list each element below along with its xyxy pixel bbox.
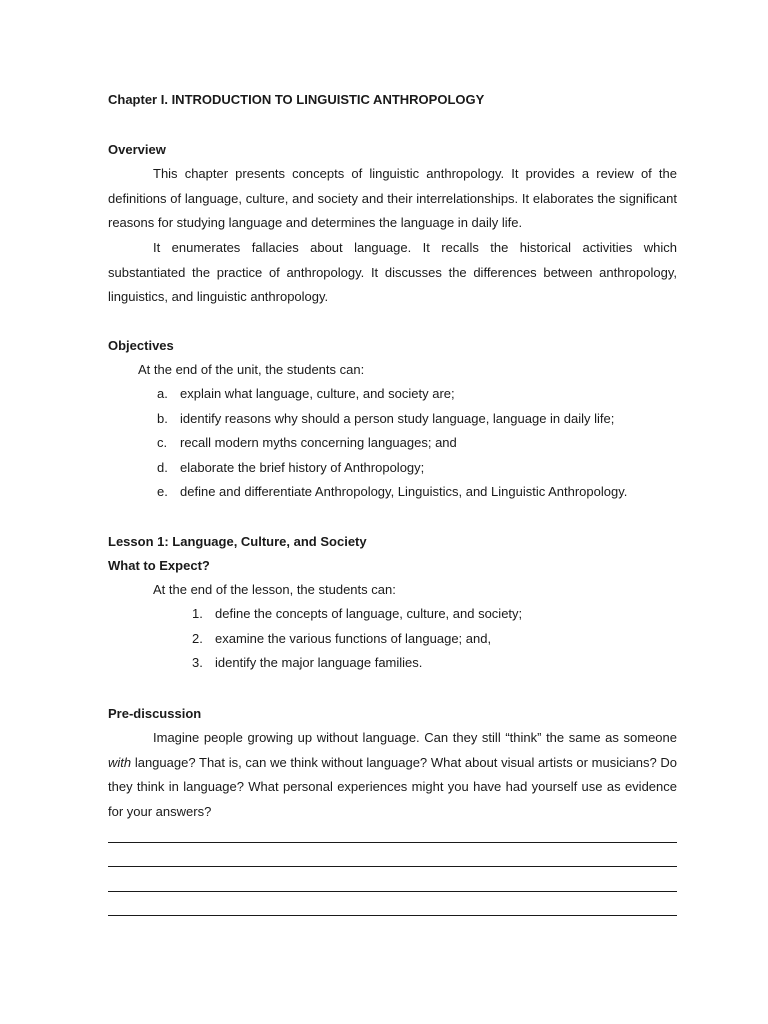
list-marker: 3. [192,655,203,670]
prediscussion-italic-word: with [108,754,132,770]
lesson-heading: Lesson 1: Language, Culture, and Society [108,534,367,549]
prediscussion-paragraph [108,726,677,824]
list-item-text: identify the major language families. [215,655,423,670]
list-item-text: elaborate the brief history of Anthropology; [180,459,425,475]
list-marker: b. [157,410,168,426]
objectives-heading: Objectives [108,338,174,353]
list-marker: 1. [192,606,203,621]
prediscussion-text-2: language? That is, can we think without language? What about visual artists or musicians? Do they think in language? What personal experiences might you have had yourself use as evidence for your answers? [108,754,677,819]
list-item-text: examine the various functions of language; and, [215,630,492,646]
objectives-intro: At the end of the unit, the students can: [138,362,365,377]
list-item-text: recall modern myths concerning languages; and [180,435,457,450]
list-item-text: define and differentiate Anthropology, Linguistics, and Linguistic Anthropology. [180,484,628,499]
list-marker: c. [157,435,168,450]
answer-line-4[interactable] [108,915,677,916]
list-item-text: define the concepts of language, culture, and society; [215,606,523,621]
answer-line-3[interactable] [108,891,677,892]
chapter-title: Chapter I. INTRODUCTION TO LINGUISTIC ANTHROPOLOGY [108,92,485,107]
list-marker: a. [157,386,168,401]
list-item-text: identify reasons why should a person study language, language in daily life; [180,410,615,426]
list-marker: 2. [192,630,203,646]
answer-line-2[interactable] [108,866,677,867]
lesson-subheading: What to Expect? [108,558,210,573]
prediscussion-heading: Pre-discussion [108,706,202,721]
answer-line-1[interactable] [108,842,677,843]
overview-paragraph-1: This chapter presents concepts of linguistic anthropology. It provides a review of the definitions of language, culture, and society and their interrelationships. It elaborates the significant reasons for studying language and determines the language in daily life. [108,166,677,230]
overview-paragraph-2: It enumerates fallacies about language. It recalls the historical activities which substantiated the practice of anthropology. It discusses the differences between anthropology, linguistics, and linguistic anthropology. [108,240,677,304]
prediscussion-text-1: Imagine people growing up without language. Can they still “think” the same as someone [153,730,677,745]
list-marker: e. [157,484,168,499]
list-marker: d. [157,459,168,475]
lesson-intro: At the end of the lesson, the students can: [153,582,396,597]
list-item-text: explain what language, culture, and society are; [180,386,455,401]
overview-heading: Overview [108,142,166,157]
